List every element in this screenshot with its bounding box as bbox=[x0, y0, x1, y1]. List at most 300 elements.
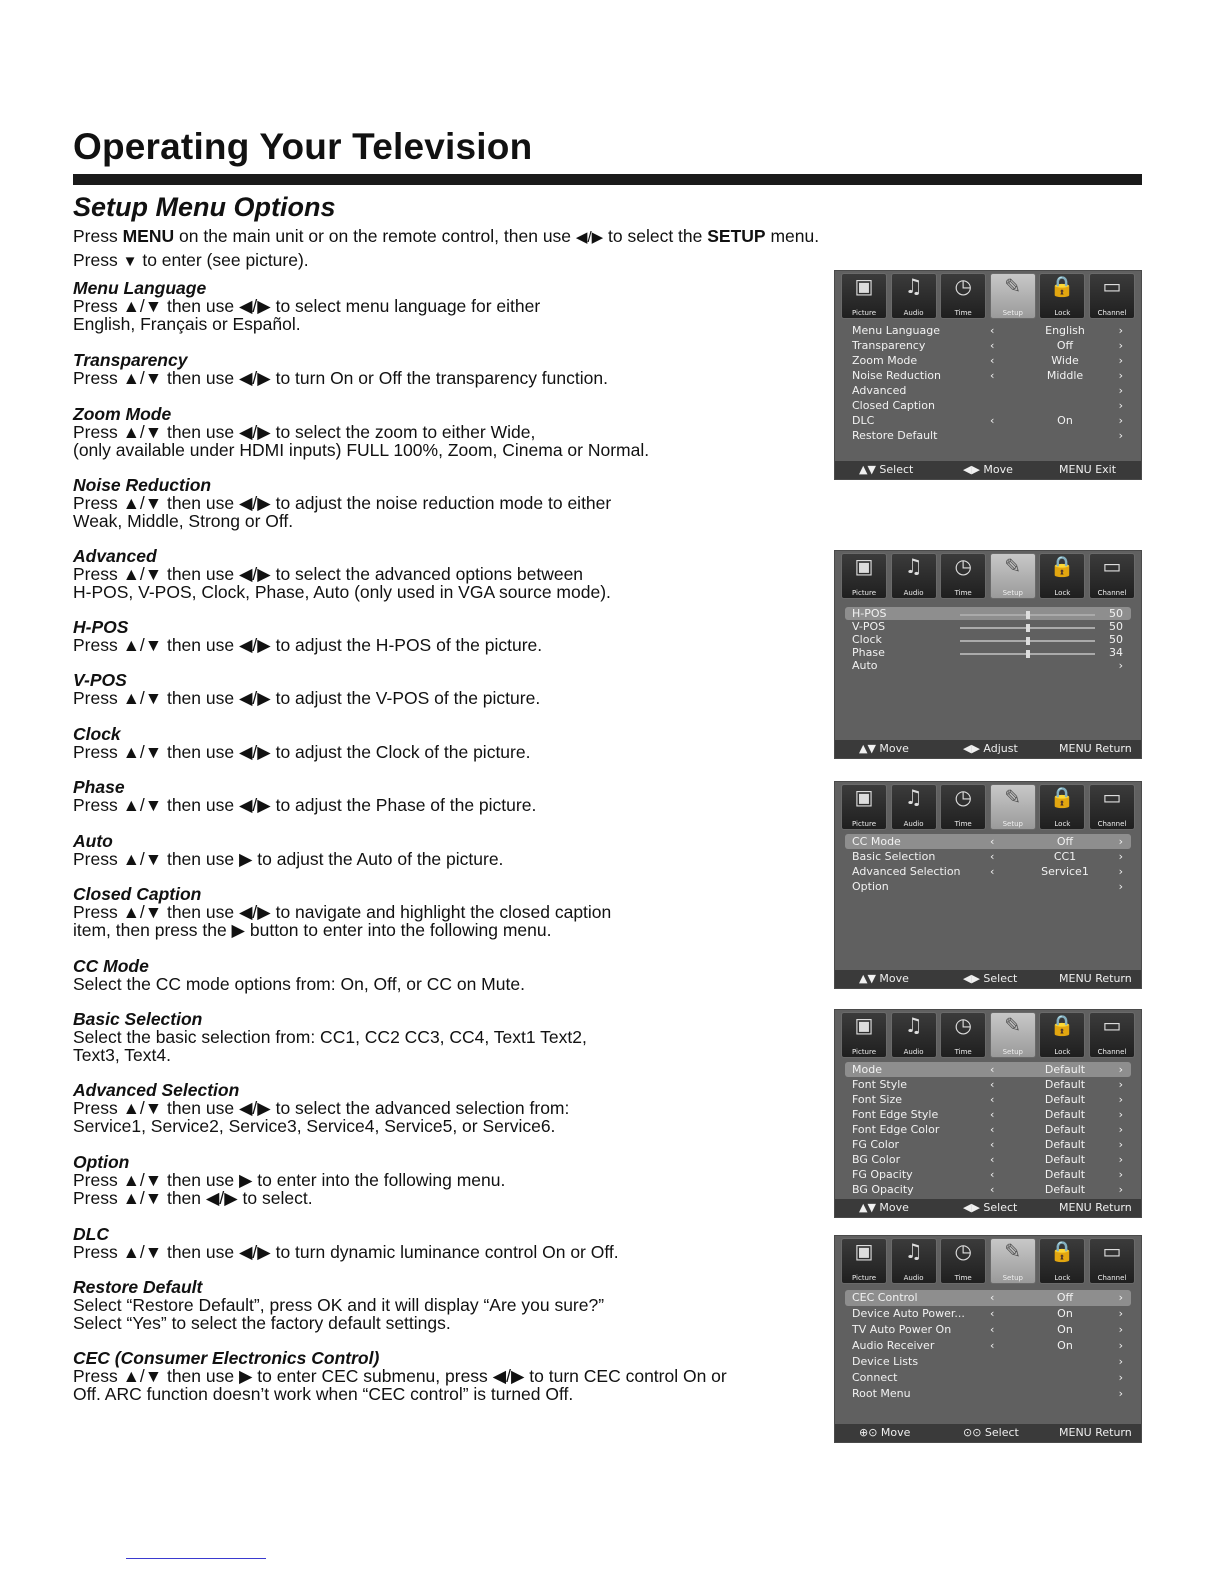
tab-label: Time bbox=[954, 1048, 972, 1056]
tab-label: Setup bbox=[1002, 589, 1023, 597]
left-arrow-icon[interactable]: ‹ bbox=[990, 850, 995, 863]
tv-menu-item[interactable] bbox=[845, 1137, 1131, 1152]
tv-menu-item-label: Font Edge Color bbox=[852, 1123, 940, 1136]
option-restore-default bbox=[73, 1278, 823, 1332]
tab-label: Lock bbox=[1054, 820, 1071, 828]
tab-glyph: ♫ bbox=[904, 1013, 923, 1037]
tv-menu-item[interactable] bbox=[845, 646, 1131, 659]
tab-label: Picture bbox=[851, 589, 877, 597]
tab-label: Setup bbox=[1002, 1274, 1023, 1282]
tab-glyph: ▣ bbox=[854, 1239, 874, 1263]
tv-menu-item[interactable] bbox=[845, 323, 1131, 338]
right-arrow-icon[interactable]: › bbox=[1118, 414, 1123, 427]
option-name: H-POS bbox=[73, 617, 129, 637]
tv-menu-item-label: Advanced Selection bbox=[852, 865, 961, 878]
tab-label: Setup bbox=[1002, 1048, 1023, 1056]
tv-menu-item[interactable] bbox=[845, 413, 1131, 428]
tv-tab-lock-icon[interactable] bbox=[1039, 273, 1085, 319]
tab-glyph: ▣ bbox=[854, 554, 874, 578]
slider-knob[interactable] bbox=[1026, 650, 1030, 658]
tv-menu-item[interactable] bbox=[845, 338, 1131, 353]
right-arrow-icon[interactable]: › bbox=[1118, 339, 1123, 352]
tab-glyph: ✎ bbox=[1004, 785, 1022, 809]
option-name: Transparency bbox=[73, 350, 188, 370]
right-arrow-icon[interactable]: › bbox=[1118, 850, 1123, 863]
tv-menu-item[interactable] bbox=[845, 383, 1131, 398]
tv-menu-item[interactable] bbox=[845, 879, 1131, 894]
tv-menu-item-label: CC Mode bbox=[852, 835, 901, 848]
tv-menu-item[interactable] bbox=[845, 398, 1131, 413]
tab-label: Lock bbox=[1054, 589, 1071, 597]
tab-glyph: 🔒 bbox=[1049, 1239, 1075, 1263]
option-description: Press ▲/▼ then use ▶ to adjust the Auto of the picture. bbox=[73, 849, 504, 869]
option-menu-language bbox=[73, 279, 823, 333]
tv-menu-item[interactable] bbox=[845, 1152, 1131, 1167]
tv-tab-audio-icon[interactable] bbox=[891, 1012, 937, 1058]
slider-knob[interactable] bbox=[1026, 624, 1030, 632]
right-arrow-icon[interactable]: › bbox=[1118, 1371, 1123, 1384]
option-transparency bbox=[73, 351, 823, 387]
tv-menu-item-value: Default bbox=[1044, 1078, 1086, 1091]
tv-menu-item-label: FG Opacity bbox=[852, 1168, 913, 1181]
tv-menu-item-value: Default bbox=[1044, 1168, 1086, 1181]
tab-glyph: ✎ bbox=[1004, 1239, 1022, 1263]
tv-menu-rows bbox=[845, 1290, 1131, 1402]
title-rule bbox=[73, 174, 1142, 185]
left-arrow-icon[interactable]: ‹ bbox=[990, 1123, 995, 1136]
tab-glyph: ✎ bbox=[1004, 1013, 1022, 1037]
tv-menu-item-label: Font Style bbox=[852, 1078, 908, 1091]
tab-glyph: ✎ bbox=[1004, 274, 1022, 298]
option-h-pos bbox=[73, 618, 823, 654]
left-arrow-icon[interactable]: ‹ bbox=[990, 324, 995, 337]
tab-glyph: ▣ bbox=[854, 274, 874, 298]
tv-tab-setup-icon[interactable] bbox=[990, 1238, 1036, 1284]
tv-menu-item-label: V-POS bbox=[852, 620, 886, 633]
option-dlc bbox=[73, 1225, 823, 1261]
tab-glyph: ▭ bbox=[1102, 1239, 1122, 1263]
option-cec-consumer-electronics-control bbox=[73, 1349, 823, 1403]
tab-label: Time bbox=[954, 1274, 972, 1282]
option-name: Advanced bbox=[73, 546, 157, 566]
page-title: Operating Your Television bbox=[73, 126, 533, 167]
tv-tab-lock-icon[interactable] bbox=[1039, 1238, 1085, 1284]
tv-menu-item[interactable] bbox=[845, 1386, 1131, 1402]
tv-menu-item-value: Off bbox=[1056, 339, 1074, 352]
footer-hint: ▲▼ Move bbox=[859, 742, 909, 755]
left-arrow-icon[interactable]: ‹ bbox=[990, 414, 995, 427]
option-description: Select the CC mode options from: On, Off, or CC on Mute. bbox=[73, 974, 525, 994]
tab-label: Audio bbox=[903, 309, 924, 317]
option-name: Noise Reduction bbox=[73, 475, 212, 495]
tv-tab-audio-icon[interactable] bbox=[891, 784, 937, 830]
tv-menu-item-value: On bbox=[1057, 1307, 1073, 1320]
right-arrow-icon[interactable]: › bbox=[1118, 659, 1123, 672]
tv-tab-time-icon[interactable] bbox=[940, 273, 986, 319]
left-arrow-icon[interactable]: ‹ bbox=[990, 1183, 995, 1196]
tab-label: Picture bbox=[851, 1274, 877, 1282]
tv-menu-item[interactable] bbox=[845, 1370, 1131, 1386]
footer-hint: ▲▼ Move bbox=[859, 1201, 909, 1214]
tv-menu-tabs bbox=[841, 1012, 1135, 1058]
right-arrow-icon[interactable]: › bbox=[1118, 1183, 1123, 1196]
tab-glyph: ▭ bbox=[1102, 274, 1122, 298]
tv-menu-item[interactable] bbox=[845, 428, 1131, 443]
tv-tab-audio-icon[interactable] bbox=[891, 273, 937, 319]
footer-hint: ▲▼ Move bbox=[859, 972, 909, 985]
tv-menu-item-label: CEC Control bbox=[852, 1291, 918, 1304]
tv-tab-setup-icon[interactable] bbox=[990, 273, 1036, 319]
tab-glyph: ▣ bbox=[854, 1013, 874, 1037]
right-arrow-icon[interactable]: › bbox=[1118, 324, 1123, 337]
footer-hint: MENU Return bbox=[1059, 1201, 1132, 1214]
tab-label: Audio bbox=[903, 589, 924, 597]
tab-glyph: ▭ bbox=[1102, 785, 1122, 809]
tab-label: Picture bbox=[851, 309, 877, 317]
right-arrow-icon[interactable]: › bbox=[1118, 384, 1123, 397]
tab-label: Channel bbox=[1097, 820, 1127, 828]
footer-hint: ◀▶ Select bbox=[963, 972, 1018, 985]
tv-menu-tabs bbox=[841, 273, 1135, 319]
right-arrow-icon[interactable]: › bbox=[1118, 1291, 1123, 1304]
option-zoom-mode bbox=[73, 405, 823, 459]
tv-menu-item-label: Auto bbox=[852, 659, 878, 672]
option-noise-reduction bbox=[73, 476, 823, 530]
option-description: Press ▲/▼ then use ◀/▶ to navigate and highlight the closed caption item, then press the ▶ button to enter into the following menu. bbox=[73, 902, 612, 940]
tv-footer-hints bbox=[835, 1424, 1141, 1442]
tv-menu-item-label: Phase bbox=[852, 646, 885, 659]
right-arrow-icon[interactable]: › bbox=[1118, 1123, 1123, 1136]
left-arrow-icon[interactable]: ‹ bbox=[990, 354, 995, 367]
option-name: CC Mode bbox=[73, 956, 149, 976]
left-arrow-icon[interactable]: ‹ bbox=[990, 1307, 995, 1320]
tv-menu-item-value: CC1 bbox=[1053, 850, 1077, 863]
tv-tab-picture-icon[interactable] bbox=[841, 784, 887, 830]
option-name: Menu Language bbox=[73, 278, 207, 298]
option-description: Press ▲/▼ then use ▶ to enter CEC submenu, press ◀/▶ to turn CEC control On or Off. ARC function doesn’t work when “CEC control” is turned Off. bbox=[73, 1366, 727, 1404]
option-description: Select “Restore Default”, press OK and it will display “Are you sure?” Select “Yes” to select the factory default settings. bbox=[73, 1295, 605, 1333]
tv-menu-item-label: Transparency bbox=[852, 339, 926, 352]
tab-label: Time bbox=[954, 309, 972, 317]
tv-menu-item-label: Root Menu bbox=[852, 1387, 911, 1400]
intro-line-1: Press MENU on the main unit or on the remote control, then use ◀/▶ to select the SETUP menu. bbox=[73, 226, 820, 246]
tv-tab-time-icon[interactable] bbox=[940, 784, 986, 830]
tv-screen-setup bbox=[834, 270, 1142, 480]
tv-menu-item-label: Advanced bbox=[852, 384, 907, 397]
tab-label: Channel bbox=[1097, 589, 1127, 597]
tab-label: Picture bbox=[851, 1048, 877, 1056]
option-name: Phase bbox=[73, 777, 125, 797]
value-slider[interactable] bbox=[960, 627, 1095, 629]
tv-tab-picture-icon[interactable] bbox=[841, 1012, 887, 1058]
tv-menu-item-label: BG Opacity bbox=[852, 1183, 914, 1196]
left-arrow-icon[interactable]: ‹ bbox=[990, 1138, 995, 1151]
right-arrow-icon[interactable]: › bbox=[1118, 1153, 1123, 1166]
tv-screen-closed-caption bbox=[834, 781, 1142, 989]
tv-menu-item-label: TV Auto Power On bbox=[852, 1323, 952, 1336]
tv-footer-hints bbox=[835, 740, 1141, 758]
option-description: Press ▲/▼ then use ◀/▶ to adjust the Clock of the picture. bbox=[73, 742, 531, 762]
tv-menu-item[interactable] bbox=[845, 864, 1131, 879]
left-arrow-icon[interactable]: ‹ bbox=[990, 1063, 995, 1076]
tv-screen-advanced bbox=[834, 550, 1142, 759]
tv-menu-item-label: DLC bbox=[852, 414, 875, 427]
tab-label: Setup bbox=[1002, 309, 1023, 317]
tv-menu-item[interactable] bbox=[845, 633, 1131, 646]
tv-menu-item-value: 50 bbox=[1109, 633, 1123, 646]
tv-menu-item[interactable] bbox=[845, 1077, 1131, 1092]
value-slider[interactable] bbox=[960, 653, 1095, 655]
tab-label: Time bbox=[954, 589, 972, 597]
tv-tab-channel-icon[interactable] bbox=[1089, 1238, 1135, 1284]
tv-menu-rows bbox=[845, 834, 1131, 894]
tv-menu-item[interactable] bbox=[845, 659, 1131, 672]
left-arrow-icon[interactable]: ‹ bbox=[990, 339, 995, 352]
option-name: V-POS bbox=[73, 670, 127, 690]
option-name: Basic Selection bbox=[73, 1009, 203, 1029]
right-arrow-icon[interactable]: › bbox=[1118, 354, 1123, 367]
tv-menu-item-label: Font Size bbox=[852, 1093, 903, 1106]
tv-menu-item-label: Basic Selection bbox=[852, 850, 936, 863]
tab-label: Channel bbox=[1097, 309, 1127, 317]
tv-menu-item[interactable] bbox=[845, 1322, 1131, 1338]
tab-glyph: ♫ bbox=[904, 1239, 923, 1263]
tab-label: Audio bbox=[903, 820, 924, 828]
option-name: DLC bbox=[73, 1224, 109, 1244]
left-arrow-icon[interactable]: ‹ bbox=[990, 1291, 995, 1304]
value-slider[interactable] bbox=[960, 614, 1095, 616]
footer-hint: ⊙⊙ Select bbox=[963, 1426, 1019, 1439]
right-arrow-icon[interactable]: › bbox=[1118, 880, 1123, 893]
tv-menu-item-value: 50 bbox=[1109, 607, 1123, 620]
tv-screen-cc-option bbox=[834, 1009, 1142, 1218]
right-arrow-icon[interactable]: › bbox=[1118, 1168, 1123, 1181]
right-arrow-icon[interactable]: › bbox=[1118, 1108, 1123, 1121]
tv-menu-item[interactable] bbox=[845, 1182, 1131, 1197]
right-arrow-icon[interactable]: › bbox=[1118, 399, 1123, 412]
tv-tab-setup-icon[interactable] bbox=[990, 1012, 1036, 1058]
left-arrow-icon[interactable]: ‹ bbox=[990, 1168, 995, 1181]
tab-glyph: 🔒 bbox=[1049, 274, 1075, 298]
tv-menu-item-label: Restore Default bbox=[852, 429, 938, 442]
option-advanced bbox=[73, 547, 823, 601]
tv-menu-item-value: 50 bbox=[1109, 620, 1123, 633]
option-name: Auto bbox=[73, 831, 113, 851]
left-arrow-icon[interactable]: ‹ bbox=[990, 835, 995, 848]
tab-glyph: ◷ bbox=[954, 1239, 972, 1263]
tab-label: Audio bbox=[903, 1048, 924, 1056]
tv-menu-item-value: Default bbox=[1044, 1183, 1086, 1196]
option-closed-caption bbox=[73, 885, 823, 939]
tv-menu-item[interactable] bbox=[845, 1062, 1131, 1077]
tab-label: Time bbox=[954, 820, 972, 828]
tv-menu-item[interactable] bbox=[845, 1290, 1131, 1306]
right-arrow-icon[interactable]: › bbox=[1118, 429, 1123, 442]
tv-tab-lock-icon[interactable] bbox=[1039, 1012, 1085, 1058]
tv-tab-picture-icon[interactable] bbox=[841, 1238, 887, 1284]
tv-tab-setup-icon[interactable] bbox=[990, 553, 1036, 599]
tv-menu-item-value: Off bbox=[1056, 835, 1074, 848]
option-basic-selection bbox=[73, 1010, 823, 1064]
left-arrow-icon[interactable]: ‹ bbox=[990, 1108, 995, 1121]
right-arrow-icon[interactable]: › bbox=[1118, 369, 1123, 382]
tv-menu-item-value: Default bbox=[1044, 1138, 1086, 1151]
option-description: Press ▲/▼ then use ◀/▶ to adjust the noise reduction mode to either Weak, Middle, Strong or Off. bbox=[73, 493, 612, 531]
right-arrow-icon[interactable]: › bbox=[1118, 1078, 1123, 1091]
right-arrow-icon[interactable]: › bbox=[1118, 1387, 1123, 1400]
tab-label: Setup bbox=[1002, 820, 1023, 828]
tv-tab-picture-icon[interactable] bbox=[841, 553, 887, 599]
option-cc-mode bbox=[73, 957, 823, 993]
tv-menu-item-label: Font Edge Style bbox=[852, 1108, 939, 1121]
tv-tab-lock-icon[interactable] bbox=[1039, 553, 1085, 599]
tv-screen-cec bbox=[834, 1235, 1142, 1443]
tv-menu-item-value: English bbox=[1045, 324, 1085, 337]
tv-menu-item[interactable] bbox=[845, 607, 1131, 620]
tab-label: Lock bbox=[1054, 1048, 1071, 1056]
left-arrow-icon[interactable]: ‹ bbox=[990, 1153, 995, 1166]
tv-menu-item-value: Middle bbox=[1046, 369, 1084, 382]
tv-tab-audio-icon[interactable] bbox=[891, 1238, 937, 1284]
tv-footer-hints bbox=[835, 1199, 1141, 1217]
tv-menu-item-label: BG Color bbox=[852, 1153, 901, 1166]
tv-menu-item-value: On bbox=[1057, 414, 1073, 427]
tv-menu-item-value: On bbox=[1057, 1323, 1073, 1336]
right-arrow-icon[interactable]: › bbox=[1118, 1307, 1123, 1320]
tv-menu-rows bbox=[845, 323, 1131, 443]
option-name: Restore Default bbox=[73, 1277, 203, 1297]
tab-label: Audio bbox=[903, 1274, 924, 1282]
tv-menu-item[interactable] bbox=[845, 353, 1131, 368]
option-clock bbox=[73, 725, 823, 761]
tab-glyph: ♫ bbox=[904, 785, 923, 809]
footer-hint: ◀▶ Adjust bbox=[963, 742, 1018, 755]
tv-menu-item-value: Default bbox=[1044, 1093, 1086, 1106]
tv-menu-tabs bbox=[841, 784, 1135, 830]
option-description: Press ▲/▼ then use ◀/▶ to turn On or Off the transparency function. bbox=[73, 368, 608, 388]
tv-menu-item[interactable] bbox=[845, 1354, 1131, 1370]
footer-hint: MENU Return bbox=[1059, 1426, 1132, 1439]
option-description: Press ▲/▼ then use ◀/▶ to select menu language for either English, Français or Español. bbox=[73, 296, 541, 334]
tv-menu-item[interactable] bbox=[845, 1122, 1131, 1137]
right-arrow-icon[interactable]: › bbox=[1118, 1063, 1123, 1076]
value-slider[interactable] bbox=[960, 640, 1095, 642]
tv-menu-item-value: Default bbox=[1044, 1108, 1086, 1121]
option-description: Press ▲/▼ then use ▶ to enter into the following menu. Press ▲/▼ then ◀/▶ to select. bbox=[73, 1170, 506, 1208]
tv-menu-item[interactable] bbox=[845, 1338, 1131, 1354]
tv-tab-lock-icon[interactable] bbox=[1039, 784, 1085, 830]
tv-menu-item-label: Menu Language bbox=[852, 324, 940, 337]
tv-tab-channel-icon[interactable] bbox=[1089, 1012, 1135, 1058]
option-option bbox=[73, 1153, 823, 1207]
right-arrow-icon[interactable]: › bbox=[1118, 1355, 1123, 1368]
tv-tab-channel-icon[interactable] bbox=[1089, 784, 1135, 830]
tv-tab-setup-icon[interactable] bbox=[990, 784, 1036, 830]
tab-label: Picture bbox=[851, 820, 877, 828]
right-arrow-icon[interactable]: › bbox=[1118, 1138, 1123, 1151]
tv-menu-item-label: Connect bbox=[852, 1371, 898, 1384]
tv-menu-tabs bbox=[841, 553, 1135, 599]
tv-tab-channel-icon[interactable] bbox=[1089, 553, 1135, 599]
tv-menu-item-label: H-POS bbox=[852, 607, 887, 620]
footer-hint: MENU Return bbox=[1059, 742, 1132, 755]
footer-hint: ◀▶ Move bbox=[963, 463, 1013, 476]
option-name: Advanced Selection bbox=[73, 1080, 240, 1100]
tv-menu-item-value: On bbox=[1057, 1339, 1073, 1352]
right-arrow-icon[interactable]: › bbox=[1118, 835, 1123, 848]
left-arrow-icon[interactable]: ‹ bbox=[990, 1093, 995, 1106]
slider-knob[interactable] bbox=[1026, 637, 1030, 645]
tv-menu-item-label: Noise Reduction bbox=[852, 369, 941, 382]
option-auto bbox=[73, 832, 823, 868]
tv-menu-item[interactable] bbox=[845, 1092, 1131, 1107]
right-arrow-icon[interactable]: › bbox=[1118, 1339, 1123, 1352]
right-arrow-icon[interactable]: › bbox=[1118, 865, 1123, 878]
left-arrow-icon[interactable]: ‹ bbox=[990, 1339, 995, 1352]
footer-hint: ◀▶ Select bbox=[963, 1201, 1018, 1214]
tab-glyph: ✎ bbox=[1004, 554, 1022, 578]
tv-menu-item-label: Zoom Mode bbox=[852, 354, 918, 367]
footer-hint: MENU Exit bbox=[1059, 463, 1117, 476]
tv-tab-channel-icon[interactable] bbox=[1089, 273, 1135, 319]
option-name: Zoom Mode bbox=[73, 404, 172, 424]
option-v-pos bbox=[73, 671, 823, 707]
right-arrow-icon[interactable]: › bbox=[1118, 1323, 1123, 1336]
left-arrow-icon[interactable]: ‹ bbox=[990, 865, 995, 878]
option-advanced-selection bbox=[73, 1081, 823, 1135]
tab-glyph: 🔒 bbox=[1049, 554, 1075, 578]
tv-menu-item[interactable] bbox=[845, 1107, 1131, 1122]
option-description: Press ▲/▼ then use ◀/▶ to adjust the H-POS of the picture. bbox=[73, 635, 543, 655]
tv-footer-hints bbox=[835, 461, 1141, 479]
option-name: Option bbox=[73, 1152, 130, 1172]
slider-knob[interactable] bbox=[1026, 611, 1030, 619]
option-name: Clock bbox=[73, 724, 121, 744]
tab-label: Channel bbox=[1097, 1274, 1127, 1282]
tv-menu-item-value: Service1 bbox=[1041, 865, 1089, 878]
tv-menu-rows bbox=[845, 1062, 1131, 1197]
tv-tab-time-icon[interactable] bbox=[940, 1012, 986, 1058]
tv-tab-picture-icon[interactable] bbox=[841, 273, 887, 319]
left-arrow-icon[interactable]: ‹ bbox=[990, 1323, 995, 1336]
tv-menu-item[interactable] bbox=[845, 1167, 1131, 1182]
tv-menu-item[interactable] bbox=[845, 849, 1131, 864]
tv-tab-audio-icon[interactable] bbox=[891, 553, 937, 599]
option-description: Press ▲/▼ then use ◀/▶ to select the advanced options between H-POS, V-POS, Clock, Phase, Auto (only used in VGA source mode). bbox=[73, 564, 611, 602]
option-description: Press ▲/▼ then use ◀/▶ to adjust the V-POS of the picture. bbox=[73, 688, 541, 708]
tv-menu-item[interactable] bbox=[845, 368, 1131, 383]
right-arrow-icon[interactable]: › bbox=[1118, 1093, 1123, 1106]
tv-menu-item-value: Default bbox=[1044, 1123, 1086, 1136]
tv-menu-item-value: Wide bbox=[1051, 354, 1079, 367]
tv-menu-item-value: Default bbox=[1044, 1153, 1086, 1166]
tv-tab-time-icon[interactable] bbox=[940, 1238, 986, 1284]
tv-menu-item[interactable] bbox=[845, 834, 1131, 849]
left-arrow-icon[interactable]: ‹ bbox=[990, 369, 995, 382]
footer-hint: MENU Return bbox=[1059, 972, 1132, 985]
tv-tab-time-icon[interactable] bbox=[940, 553, 986, 599]
tv-menu-item-label: Mode bbox=[852, 1063, 882, 1076]
tab-glyph: ◷ bbox=[954, 1013, 972, 1037]
tv-menu-item[interactable] bbox=[845, 620, 1131, 633]
left-arrow-icon[interactable]: ‹ bbox=[990, 1078, 995, 1091]
footnote-rule bbox=[126, 1558, 266, 1559]
tab-glyph: ◷ bbox=[954, 274, 972, 298]
option-name: Closed Caption bbox=[73, 884, 202, 904]
tv-menu-item[interactable] bbox=[845, 1306, 1131, 1322]
tv-menu-item-label: Closed Caption bbox=[852, 399, 935, 412]
option-description: Select the basic selection from: CC1, CC2 CC3, CC4, Text1 Text2, Text3, Text4. bbox=[73, 1027, 587, 1065]
